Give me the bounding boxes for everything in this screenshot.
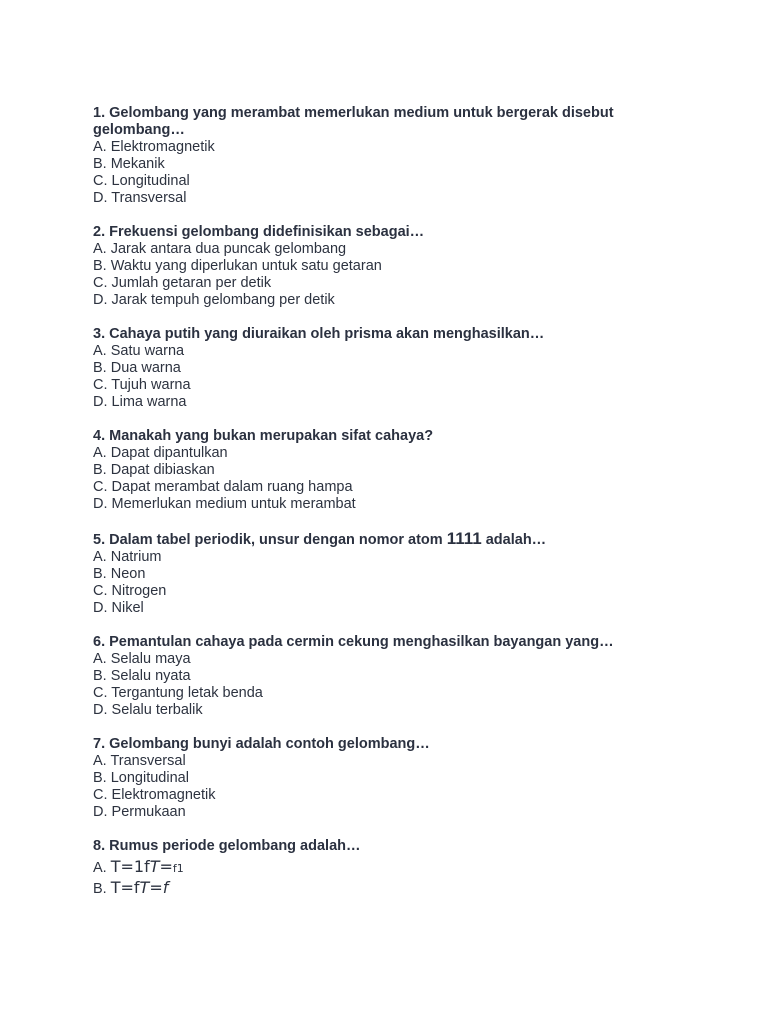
question-4 xyxy=(93,428,673,513)
option-label: B. xyxy=(93,881,111,897)
formula xyxy=(111,878,169,897)
option-b xyxy=(93,878,673,899)
option-a: A. Jarak antara dua puncak gelombang xyxy=(93,241,347,257)
formula-plain: T=1f xyxy=(110,857,150,876)
option-b: B. Mekanik xyxy=(93,156,165,172)
question-text-post: adalah… xyxy=(481,532,547,548)
option-b: B. Longitudinal xyxy=(93,770,189,786)
option-a: A. Satu warna xyxy=(93,343,185,359)
option-d: D. Nikel xyxy=(93,600,144,616)
option-a: A. Selalu maya xyxy=(93,651,191,667)
formula-plain: T=f xyxy=(110,878,140,897)
option-d: D. Memerlukan medium untuk merambat xyxy=(93,496,356,512)
option-b: B. Dapat dibiaskan xyxy=(93,462,215,478)
option-a: A. Natrium xyxy=(93,549,162,565)
option-a: A. Elektromagnetik xyxy=(93,139,215,155)
option-c: C. Tujuh warna xyxy=(93,377,191,393)
option-label: A. xyxy=(93,860,111,876)
option-a xyxy=(93,857,673,878)
option-d: D. Jarak tempuh gelombang per detik xyxy=(93,292,335,308)
formula xyxy=(111,857,184,876)
question-text: 2. Frekuensi gelombang didefinisikan sebagai… xyxy=(93,224,425,240)
option-a: A. Dapat dipantulkan xyxy=(93,445,228,461)
option-b: B. Neon xyxy=(93,566,146,582)
option-c: C. Jumlah getaran per detik xyxy=(93,275,272,291)
option-c: C. Nitrogen xyxy=(93,583,167,599)
question-text: 1. Gelombang yang merambat memerlukan medium untuk bergerak disebut gelombang… xyxy=(93,105,614,138)
question-6 xyxy=(93,634,673,719)
question-text: 6. Pemantulan cahaya pada cermin cekung menghasilkan bayangan yang… xyxy=(93,634,614,650)
option-c: C. Dapat merambat dalam ruang hampa xyxy=(93,479,353,495)
question-text: 4. Manakah yang bukan merupakan sifat cahaya? xyxy=(93,428,434,444)
option-c: C. Elektromagnetik xyxy=(93,787,216,803)
option-b: B. Waktu yang diperlukan untuk satu getaran xyxy=(93,258,382,274)
option-d: D. Permukaan xyxy=(93,804,186,820)
option-d: D. Transversal xyxy=(93,190,187,206)
formula-fraction: f1 xyxy=(172,862,184,875)
formula-italic: T=f xyxy=(139,878,169,897)
question-7 xyxy=(93,736,673,821)
question-text xyxy=(93,530,673,549)
formula-italic: T= xyxy=(149,857,173,876)
question-text-pre: 5. Dalam tabel periodik, unsur dengan nomor atom xyxy=(93,532,447,548)
option-b: B. Dua warna xyxy=(93,360,181,376)
option-a: A. Transversal xyxy=(93,753,186,769)
question-text: 8. Rumus periode gelombang adalah… xyxy=(93,838,361,854)
option-c: C. Longitudinal xyxy=(93,173,190,189)
question-text: 3. Cahaya putih yang diuraikan oleh prisma akan menghasilkan… xyxy=(93,326,545,342)
question-1 xyxy=(93,105,673,207)
option-c: C. Tergantung letak benda xyxy=(93,685,263,701)
option-d: D. Lima warna xyxy=(93,394,187,410)
quiz-document xyxy=(93,105,673,916)
question-2 xyxy=(93,224,673,309)
question-3 xyxy=(93,326,673,411)
question-8 xyxy=(93,838,673,899)
option-b: B. Selalu nyata xyxy=(93,668,191,684)
option-d: D. Selalu terbalik xyxy=(93,702,203,718)
question-text: 7. Gelombang bunyi adalah contoh gelombang… xyxy=(93,736,430,752)
atomic-number: 1111 xyxy=(446,529,482,548)
question-5 xyxy=(93,530,673,617)
